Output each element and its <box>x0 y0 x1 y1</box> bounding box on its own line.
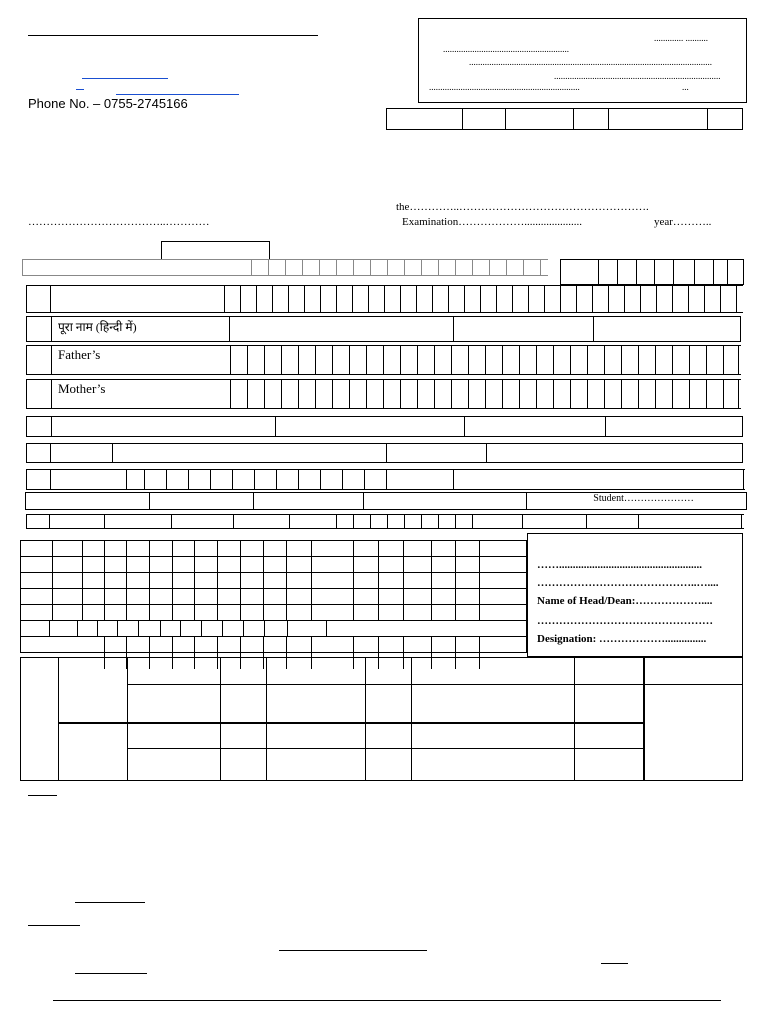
signature-line-2 <box>28 925 80 926</box>
student-row[interactable] <box>25 492 747 510</box>
name-row[interactable] <box>26 285 743 313</box>
office-line-5-end: ... <box>682 82 689 92</box>
info-row-3[interactable] <box>26 469 745 490</box>
info-row-2[interactable] <box>26 443 743 463</box>
hindi-name-row[interactable] <box>26 316 741 342</box>
info-row-4[interactable] <box>26 514 744 529</box>
head-dean-designation: Designation: ………………............... <box>537 633 707 645</box>
fee-col-line-1 <box>58 658 59 780</box>
father-name-row[interactable] <box>26 345 741 375</box>
head-dean-name: Name of Head/Dean:……………….... <box>537 595 713 607</box>
fee-col-line-5 <box>365 658 366 780</box>
mother-name-row[interactable] <box>26 379 741 409</box>
code-box-row[interactable] <box>386 108 743 130</box>
fee-row-line-1 <box>127 684 743 685</box>
father-label: Father’s <box>58 347 101 362</box>
fee-table[interactable] <box>20 657 743 781</box>
office-line-3: ............................................................................................................ <box>469 57 712 67</box>
mother-label: Mother’s <box>58 381 106 396</box>
head-dean-line-2: ……………………………………..….... <box>537 577 719 589</box>
fee-col-line-2 <box>127 658 128 780</box>
hindi-name-label: पूरा नाम (हिन्दी में) <box>57 320 137 334</box>
fee-row-line-2 <box>58 722 643 724</box>
office-line-2: ........................................................ <box>443 44 569 54</box>
roll-header-tab <box>161 241 270 260</box>
footer-rule <box>53 1000 721 1001</box>
subjects-grid[interactable] <box>20 540 527 653</box>
head-dean-line-4: ………………………………………… <box>537 615 713 627</box>
signature-line-4 <box>601 963 628 964</box>
fee-col-line-4 <box>266 658 267 780</box>
office-line-5: ................................................................... <box>429 82 580 92</box>
roll-number-row[interactable] <box>22 259 548 276</box>
student-label: Student………………… <box>593 493 694 504</box>
enrollment-boxes[interactable] <box>560 259 744 285</box>
email-link-underline[interactable] <box>82 78 168 79</box>
exam-year-label: year……….. <box>654 216 712 228</box>
exam-examination-label: Examination………………..................... <box>402 216 582 228</box>
signature-line-5 <box>75 973 147 974</box>
office-line-4: .......................................................................... <box>554 71 721 81</box>
signature-line-3 <box>279 950 427 951</box>
head-dean-box <box>527 533 743 657</box>
website-link-underline[interactable] <box>116 94 239 95</box>
info-row-1[interactable] <box>26 416 743 437</box>
phone-number: Phone No. – 0755-2745166 <box>28 96 188 111</box>
fee-col-line-6 <box>411 658 412 780</box>
fee-col-line-3 <box>220 658 221 780</box>
exam-left-dots: ………………………………..………… <box>28 216 210 228</box>
office-line-1: ............. .......... <box>654 33 708 43</box>
note-underline <box>28 795 57 796</box>
signature-line-1 <box>75 902 145 903</box>
exam-the-label: the…………..……………………………………………. <box>396 201 649 213</box>
fee-col-line-7 <box>574 658 575 780</box>
fee-row-line-3 <box>127 748 643 749</box>
office-use-box <box>418 18 747 103</box>
title-underline <box>28 35 318 36</box>
fee-col-line-8 <box>643 658 645 780</box>
head-dean-line-1: …….................................................... <box>537 559 702 571</box>
website-link-dash[interactable] <box>76 89 84 90</box>
